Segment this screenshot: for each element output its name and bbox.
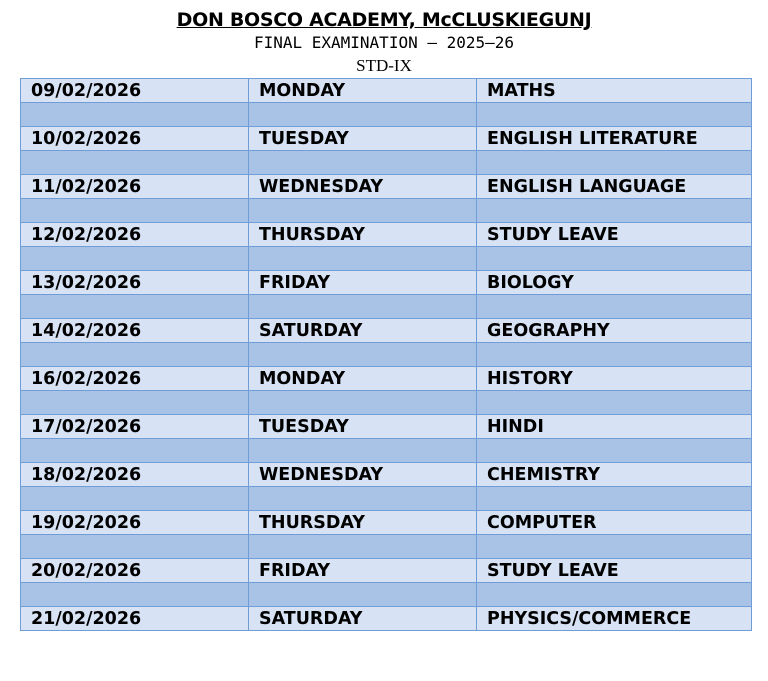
standard-label: STD-IX: [356, 56, 412, 75]
spacer-row: [21, 583, 752, 607]
exam-date: 16/02/2026: [21, 367, 249, 391]
exam-subject: HISTORY: [477, 367, 752, 391]
exam-date: 14/02/2026: [21, 319, 249, 343]
exam-date: 21/02/2026: [21, 607, 249, 631]
exam-date: 19/02/2026: [21, 511, 249, 535]
exam-day: FRIDAY: [249, 559, 477, 583]
exam-day: TUESDAY: [249, 127, 477, 151]
exam-day: THURSDAY: [249, 511, 477, 535]
table-row: [21, 319, 752, 343]
spacer-row: [21, 247, 752, 271]
table-row: [21, 463, 752, 487]
exam-subject: STUDY LEAVE: [477, 223, 752, 247]
table-row: [21, 271, 752, 295]
exam-subject: PHYSICS/COMMERCE: [477, 607, 752, 631]
exam-title: FINAL EXAMINATION – 2025–26: [253, 33, 515, 52]
exam-date: 09/02/2026: [21, 79, 249, 103]
exam-day: MONDAY: [249, 367, 477, 391]
exam-day: WEDNESDAY: [249, 463, 477, 487]
exam-date: 18/02/2026: [21, 463, 249, 487]
exam-date: 13/02/2026: [21, 271, 249, 295]
exam-date: 17/02/2026: [21, 415, 249, 439]
exam-subject: STUDY LEAVE: [477, 559, 752, 583]
table-row: [21, 559, 752, 583]
spacer-row: [21, 343, 752, 367]
spacer-row: [21, 151, 752, 175]
exam-subject: MATHS: [477, 79, 752, 103]
exam-day: MONDAY: [249, 79, 477, 103]
exam-subject: ENGLISH LITERATURE: [477, 127, 752, 151]
exam-date: 11/02/2026: [21, 175, 249, 199]
exam-subject: BIOLOGY: [477, 271, 752, 295]
exam-day: FRIDAY: [249, 271, 477, 295]
school-name: DON BOSCO ACADEMY, McCLUSKIEGUNJ: [176, 9, 592, 31]
exam-day: SATURDAY: [249, 319, 477, 343]
exam-date: 10/02/2026: [21, 127, 249, 151]
exam-date: 12/02/2026: [21, 223, 249, 247]
exam-subject: HINDI: [477, 415, 752, 439]
spacer-row: [21, 487, 752, 511]
exam-subject: ENGLISH LANGUAGE: [477, 175, 752, 199]
exam-subject: COMPUTER: [477, 511, 752, 535]
exam-subject: CHEMISTRY: [477, 463, 752, 487]
exam-date: 20/02/2026: [21, 559, 249, 583]
exam-subject: GEOGRAPHY: [477, 319, 752, 343]
spacer-row: [21, 295, 752, 319]
exam-day: WEDNESDAY: [249, 175, 477, 199]
spacer-row: [21, 535, 752, 559]
table-row: [21, 607, 752, 631]
exam-schedule-table: [20, 78, 752, 631]
exam-day: TUESDAY: [249, 415, 477, 439]
table-row: [21, 511, 752, 535]
spacer-row: [21, 103, 752, 127]
spacer-row: [21, 199, 752, 223]
exam-day: THURSDAY: [249, 223, 477, 247]
table-row: [21, 415, 752, 439]
table-row: [21, 175, 752, 199]
spacer-row: [21, 391, 752, 415]
exam-day: SATURDAY: [249, 607, 477, 631]
table-row: [21, 367, 752, 391]
spacer-row: [21, 439, 752, 463]
table-row: [21, 223, 752, 247]
table-row: [21, 127, 752, 151]
table-row: [21, 79, 752, 103]
